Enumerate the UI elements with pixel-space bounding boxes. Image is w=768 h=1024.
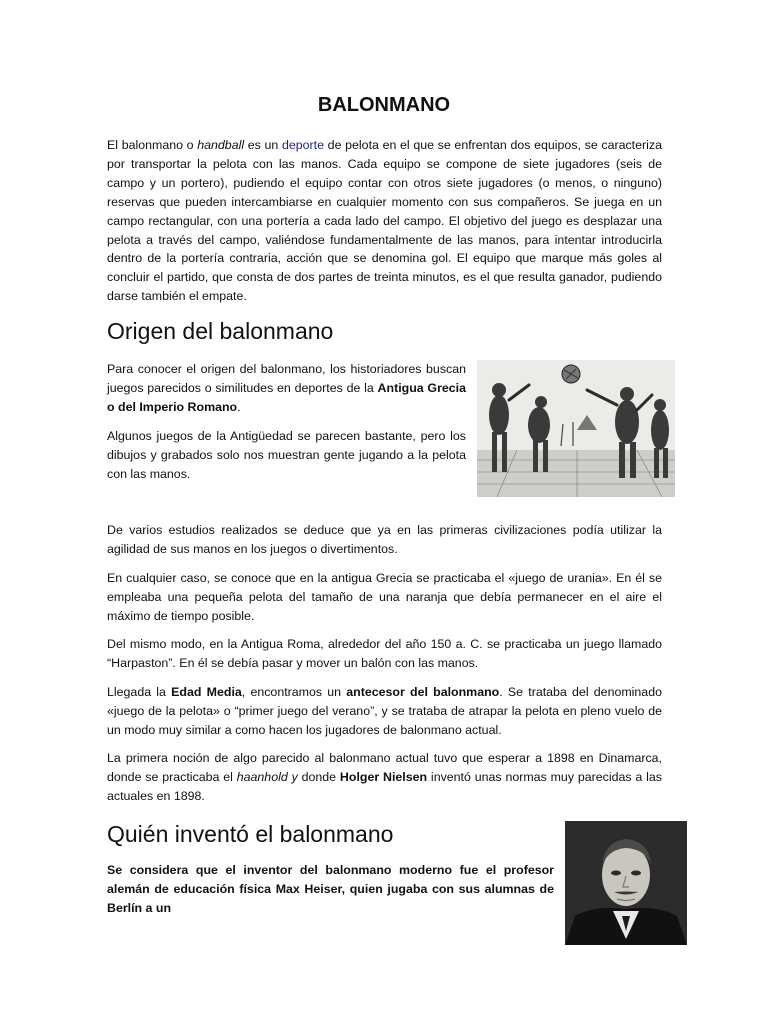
inventor-paragraph (107, 861, 554, 918)
origen-p1-text: Para conocer el origen del balonmano, los historiadores buscan juegos parecidos o similitudes en deportes de la (107, 362, 466, 395)
heading-inventor: Quién inventó el balonmano (107, 821, 394, 847)
max-heiser-portrait (565, 821, 687, 945)
holger-nielsen-bold: Holger Nielsen (339, 769, 428, 784)
haanhold-italic: haanhold y (236, 769, 298, 784)
origen-paragraph-6 (107, 683, 662, 740)
origen-paragraph-2: Algunos juegos de la Antigüedad se parecen bastante, pero los dibujos y grabados solo nos muestran gente jugando a la pelota con las manos. (107, 429, 466, 481)
origen-paragraph-1 (107, 360, 466, 417)
edad-media-bold: Edad Media (171, 685, 242, 699)
inventor-text-end: , quien jugaba con sus alumnas de Berlín a un (107, 881, 554, 915)
intro-text-3: de pelota en el que se enfrentan dos equipos, se caracteriza por transportar la pelota con las manos. Cada equipo se compone de siete jugadores (seis de campo y un portero), pudiendo el equipo contar con otros siete jugadores (o menos, o ninguno) reservas que pueden intercambiarse en cualquier momento con sus compañeros. Se juega en un campo rectangular, con una portería a cada lado del campo. El objetivo del juego es desplazar una pelota a través del campo, valiéndose fundamentalmente de las manos, para intentar introducirla dentro de la portería contraria, acción que se denomina gol. El equipo que marque más goles al concluir el partido, que consta de dos partes de treinta minutos, es el que resulta ganador, pudiendo darse también el empate. (107, 138, 662, 304)
ancient-ball-game-engraving (477, 360, 675, 497)
heading-origen: Origen del balonmano (107, 318, 334, 344)
antecesor-bold: antecesor del balonmano (346, 685, 500, 699)
intro-paragraph (107, 136, 662, 306)
origen-p7-text-a: La primera noción de algo parecido al balonmano actual tuvo que esperar a 1898 en Dinamarca, donde se practicaba el (107, 751, 662, 784)
page-title: BALONMANO (317, 94, 451, 116)
origen-p7-text-c: donde (297, 769, 340, 784)
origen-paragraph-3: De varios estudios realizados se deduce que ya en las primeras civilizaciones podía utilizar la agilidad de sus manos en los juegos o divertimentos. (107, 523, 662, 556)
max-heiser-name: Max Heiser (275, 881, 342, 896)
inventor-text: Se considera que el inventor del balonmano moderno fue el profesor alemán de educación física (107, 863, 554, 896)
origen-p1-bold: Antigua Grecia o del Imperio Romano (107, 380, 467, 414)
portrait-photo (565, 821, 687, 945)
origen-paragraph-5: Del mismo modo, en la Antigua Roma, alrededor del año 150 a. C. se practicaba un juego llamado “Harpaston”. En él se debía pasar y mover un balón con las manos. (107, 637, 662, 670)
engraving-illustration (477, 360, 675, 497)
deporte-link[interactable]: deporte (281, 138, 325, 152)
origen-p6-text-c: , encontramos un (241, 685, 347, 699)
origen-paragraph-7 (107, 749, 662, 806)
origen-p7-text-e: inventó unas normas muy parecidas a las actuales en 1898. (107, 769, 663, 803)
intro-italic-handball: handball (197, 138, 245, 152)
intro-text-1: El balonmano o (107, 138, 198, 152)
origen-p1-end: . (237, 399, 241, 414)
origen-paragraph-4: En cualquier caso, se conoce que en la antigua Grecia se practicaba el «juego de urania». En él se empleaba una pequeña pelota del tamaño de una naranja que debía permanecer en el aire el máximo de tiempo posible. (107, 571, 662, 623)
origen-p6-text-e: . Se trataba del denominado «juego de la pelota» o “primer juego del verano”, y se trataba de atrapar la pelota en pleno vuelo de un modo muy similar a como hacen los jugadores de balonmano actual. (107, 685, 662, 737)
intro-text-2: es un (244, 138, 282, 152)
origen-p6-text-a: Llegada la (107, 685, 172, 699)
